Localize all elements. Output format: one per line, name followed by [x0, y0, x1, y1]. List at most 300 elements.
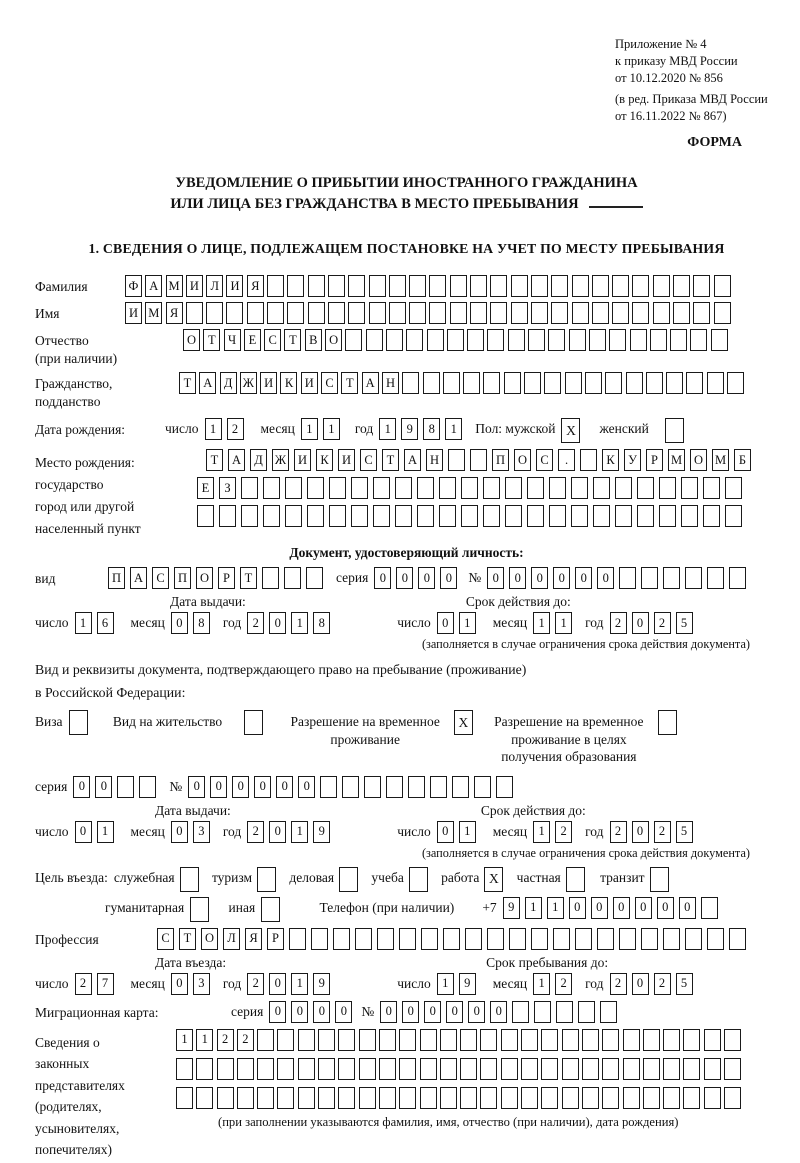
char-box[interactable]: Р: [218, 567, 235, 589]
char-box[interactable]: 2: [247, 973, 264, 995]
char-box[interactable]: 0: [313, 1001, 330, 1023]
char-box[interactable]: [623, 1058, 640, 1080]
char-box[interactable]: [612, 275, 629, 297]
char-box[interactable]: 0: [254, 776, 271, 798]
char-box[interactable]: [320, 776, 337, 798]
char-box[interactable]: [440, 1087, 457, 1109]
char-box[interactable]: [673, 275, 690, 297]
char-box[interactable]: [527, 505, 544, 527]
char-box[interactable]: 1: [205, 418, 222, 440]
char-box[interactable]: X: [561, 418, 580, 443]
char-box[interactable]: [430, 776, 447, 798]
purpose-humanitarian-checkbox[interactable]: [190, 897, 212, 922]
char-box[interactable]: 9: [503, 897, 520, 919]
char-box[interactable]: 0: [402, 1001, 419, 1023]
char-box[interactable]: О: [183, 329, 200, 351]
char-box[interactable]: Б: [734, 449, 751, 471]
char-box[interactable]: [531, 302, 548, 324]
char-box[interactable]: 0: [396, 567, 413, 589]
char-box[interactable]: [328, 302, 345, 324]
char-box[interactable]: 5: [676, 612, 693, 634]
char-box[interactable]: [480, 1087, 497, 1109]
char-box[interactable]: [571, 505, 588, 527]
char-box[interactable]: [298, 1058, 315, 1080]
char-box[interactable]: [298, 1087, 315, 1109]
char-box[interactable]: И: [260, 372, 277, 394]
birth-month-boxes[interactable]: [301, 418, 345, 440]
entry-year[interactable]: [247, 973, 335, 995]
char-box[interactable]: [307, 477, 324, 499]
char-box[interactable]: [406, 329, 423, 351]
char-box[interactable]: [512, 1001, 529, 1023]
stay-year[interactable]: [610, 973, 698, 995]
char-box[interactable]: 2: [654, 973, 671, 995]
char-box[interactable]: С: [264, 329, 281, 351]
char-box[interactable]: 9: [313, 973, 330, 995]
char-box[interactable]: Н: [382, 372, 399, 394]
char-box[interactable]: [501, 1058, 518, 1080]
char-box[interactable]: [483, 477, 500, 499]
char-box[interactable]: [450, 302, 467, 324]
doc-number-boxes[interactable]: [487, 567, 751, 589]
char-box[interactable]: [602, 1029, 619, 1051]
char-box[interactable]: Р: [646, 449, 663, 471]
char-box[interactable]: Д: [220, 372, 237, 394]
migration-series-boxes[interactable]: [269, 1001, 357, 1023]
char-box[interactable]: [196, 1087, 213, 1109]
char-box[interactable]: [534, 1001, 551, 1023]
char-box[interactable]: [439, 505, 456, 527]
char-box[interactable]: [379, 1058, 396, 1080]
char-box[interactable]: [490, 302, 507, 324]
char-box[interactable]: [593, 477, 610, 499]
residence-expiry-day[interactable]: [437, 821, 481, 843]
char-box[interactable]: .: [558, 449, 575, 471]
doc-issue-day[interactable]: [75, 612, 119, 634]
char-box[interactable]: 2: [247, 612, 264, 634]
char-box[interactable]: [643, 1087, 660, 1109]
char-box[interactable]: 9: [313, 821, 330, 843]
char-box[interactable]: [402, 372, 419, 394]
entry-month[interactable]: [171, 973, 215, 995]
char-box[interactable]: [572, 302, 589, 324]
char-box[interactable]: 0: [437, 821, 454, 843]
char-box[interactable]: [450, 275, 467, 297]
char-box[interactable]: [615, 505, 632, 527]
profession-boxes[interactable]: [157, 928, 751, 950]
char-box[interactable]: 6: [97, 612, 114, 634]
char-box[interactable]: [724, 1087, 741, 1109]
char-box[interactable]: [439, 477, 456, 499]
char-box[interactable]: [619, 928, 636, 950]
char-box[interactable]: 0: [569, 897, 586, 919]
char-box[interactable]: [505, 505, 522, 527]
char-box[interactable]: 2: [610, 612, 627, 634]
char-box[interactable]: [409, 302, 426, 324]
char-box[interactable]: [285, 477, 302, 499]
char-box[interactable]: [504, 372, 521, 394]
char-box[interactable]: [637, 477, 654, 499]
char-box[interactable]: С: [360, 449, 377, 471]
char-box[interactable]: [562, 1087, 579, 1109]
char-box[interactable]: [409, 275, 426, 297]
char-box[interactable]: [395, 505, 412, 527]
char-box[interactable]: [549, 477, 566, 499]
char-box[interactable]: 1: [291, 973, 308, 995]
char-box[interactable]: [685, 928, 702, 950]
char-box[interactable]: [287, 275, 304, 297]
char-box[interactable]: 0: [75, 821, 92, 843]
char-box[interactable]: [727, 372, 744, 394]
char-box[interactable]: Т: [341, 372, 358, 394]
char-box[interactable]: [308, 302, 325, 324]
char-box[interactable]: [641, 928, 658, 950]
char-box[interactable]: [359, 1058, 376, 1080]
char-box[interactable]: [298, 1029, 315, 1051]
char-box[interactable]: [575, 928, 592, 950]
firstname-boxes[interactable]: [125, 302, 734, 324]
char-box[interactable]: [257, 1029, 274, 1051]
char-box[interactable]: 0: [437, 612, 454, 634]
option-education-checkbox[interactable]: [658, 710, 680, 735]
char-box[interactable]: [541, 1029, 558, 1051]
char-box[interactable]: [359, 1087, 376, 1109]
char-box[interactable]: [366, 329, 383, 351]
residence-issue-day[interactable]: [75, 821, 119, 843]
doc-issue-month[interactable]: [171, 612, 215, 634]
char-box[interactable]: О: [690, 449, 707, 471]
char-box[interactable]: [333, 928, 350, 950]
citizenship-boxes[interactable]: [179, 372, 747, 394]
char-box[interactable]: [589, 329, 606, 351]
char-box[interactable]: [725, 477, 742, 499]
sex-male-checkbox[interactable]: [561, 418, 585, 443]
guardians-boxes-row3[interactable]: [176, 1087, 744, 1109]
char-box[interactable]: [308, 275, 325, 297]
char-box[interactable]: И: [294, 449, 311, 471]
char-box[interactable]: 9: [459, 973, 476, 995]
char-box[interactable]: 0: [613, 897, 630, 919]
char-box[interactable]: [501, 1029, 518, 1051]
purpose-tourism-checkbox[interactable]: [257, 867, 279, 892]
char-box[interactable]: [461, 505, 478, 527]
char-box[interactable]: [683, 1087, 700, 1109]
char-box[interactable]: [389, 275, 406, 297]
char-box[interactable]: [490, 275, 507, 297]
char-box[interactable]: 0: [73, 776, 90, 798]
doc-expiry-day[interactable]: [437, 612, 481, 634]
char-box[interactable]: Ф: [125, 275, 142, 297]
char-box[interactable]: [399, 928, 416, 950]
char-box[interactable]: 0: [188, 776, 205, 798]
sex-female-checkbox[interactable]: [665, 418, 689, 443]
char-box[interactable]: [582, 1029, 599, 1051]
char-box[interactable]: П: [108, 567, 125, 589]
char-box[interactable]: [186, 302, 203, 324]
char-box[interactable]: Т: [179, 372, 196, 394]
char-box[interactable]: 2: [227, 418, 244, 440]
char-box[interactable]: 0: [298, 776, 315, 798]
char-box[interactable]: [289, 928, 306, 950]
char-box[interactable]: [247, 302, 264, 324]
char-box[interactable]: Р: [267, 928, 284, 950]
char-box[interactable]: [190, 897, 209, 922]
char-box[interactable]: [427, 329, 444, 351]
char-box[interactable]: 2: [217, 1029, 234, 1051]
char-box[interactable]: [217, 1058, 234, 1080]
char-box[interactable]: [421, 928, 438, 950]
char-box[interactable]: [338, 1087, 355, 1109]
char-box[interactable]: [176, 1058, 193, 1080]
purpose-other-checkbox[interactable]: [261, 897, 283, 922]
char-box[interactable]: [615, 477, 632, 499]
char-box[interactable]: [217, 1087, 234, 1109]
char-box[interactable]: [496, 776, 513, 798]
char-box[interactable]: [707, 567, 724, 589]
char-box[interactable]: [219, 505, 236, 527]
char-box[interactable]: [572, 275, 589, 297]
char-box[interactable]: 7: [97, 973, 114, 995]
guardians-boxes-row1[interactable]: [176, 1029, 744, 1051]
char-box[interactable]: [630, 329, 647, 351]
char-box[interactable]: [480, 1029, 497, 1051]
char-box[interactable]: [318, 1087, 335, 1109]
char-box[interactable]: [474, 776, 491, 798]
char-box[interactable]: [470, 302, 487, 324]
char-box[interactable]: 0: [632, 821, 649, 843]
char-box[interactable]: X: [484, 867, 503, 892]
char-box[interactable]: [686, 372, 703, 394]
char-box[interactable]: [724, 1029, 741, 1051]
char-box[interactable]: [196, 1058, 213, 1080]
char-box[interactable]: 0: [380, 1001, 397, 1023]
char-box[interactable]: 0: [531, 567, 548, 589]
char-box[interactable]: [267, 302, 284, 324]
char-box[interactable]: 0: [635, 897, 652, 919]
char-box[interactable]: [553, 928, 570, 950]
char-box[interactable]: [345, 329, 362, 351]
char-box[interactable]: [487, 928, 504, 950]
char-box[interactable]: [447, 329, 464, 351]
char-box[interactable]: И: [125, 302, 142, 324]
char-box[interactable]: 2: [555, 821, 572, 843]
char-box[interactable]: [714, 302, 731, 324]
char-box[interactable]: О: [201, 928, 218, 950]
doc-series-boxes[interactable]: [374, 567, 462, 589]
char-box[interactable]: Т: [179, 928, 196, 950]
char-box[interactable]: 0: [509, 567, 526, 589]
char-box[interactable]: [663, 1029, 680, 1051]
char-box[interactable]: [659, 505, 676, 527]
char-box[interactable]: [306, 567, 323, 589]
char-box[interactable]: С: [152, 567, 169, 589]
char-box[interactable]: [487, 329, 504, 351]
char-box[interactable]: [693, 302, 710, 324]
char-box[interactable]: [641, 567, 658, 589]
char-box[interactable]: [460, 1029, 477, 1051]
residence-issue-year[interactable]: [247, 821, 335, 843]
char-box[interactable]: [578, 1001, 595, 1023]
char-box[interactable]: [417, 477, 434, 499]
char-box[interactable]: Л: [223, 928, 240, 950]
char-box[interactable]: Ж: [240, 372, 257, 394]
char-box[interactable]: 1: [196, 1029, 213, 1051]
char-box[interactable]: [262, 567, 279, 589]
char-box[interactable]: [465, 928, 482, 950]
char-box[interactable]: 1: [379, 418, 396, 440]
char-box[interactable]: [704, 1058, 721, 1080]
char-box[interactable]: С: [157, 928, 174, 950]
char-box[interactable]: [509, 928, 526, 950]
char-box[interactable]: Т: [240, 567, 257, 589]
char-box[interactable]: М: [712, 449, 729, 471]
char-box[interactable]: [257, 867, 276, 892]
char-box[interactable]: [364, 776, 381, 798]
char-box[interactable]: П: [174, 567, 191, 589]
char-box[interactable]: 2: [237, 1029, 254, 1051]
char-box[interactable]: [541, 1087, 558, 1109]
char-box[interactable]: [351, 505, 368, 527]
birth-place-boxes-row2[interactable]: [197, 477, 756, 499]
char-box[interactable]: [663, 1087, 680, 1109]
char-box[interactable]: Т: [206, 449, 223, 471]
char-box[interactable]: 1: [291, 612, 308, 634]
char-box[interactable]: [508, 329, 525, 351]
char-box[interactable]: [600, 1001, 617, 1023]
char-box[interactable]: [556, 1001, 573, 1023]
char-box[interactable]: [463, 372, 480, 394]
char-box[interactable]: [665, 418, 684, 443]
char-box[interactable]: 3: [193, 973, 210, 995]
char-box[interactable]: 9: [401, 418, 418, 440]
char-box[interactable]: 0: [269, 973, 286, 995]
char-box[interactable]: А: [199, 372, 216, 394]
char-box[interactable]: [531, 928, 548, 950]
char-box[interactable]: 2: [247, 821, 264, 843]
char-box[interactable]: [241, 477, 258, 499]
char-box[interactable]: 2: [610, 973, 627, 995]
char-box[interactable]: 0: [632, 612, 649, 634]
char-box[interactable]: 1: [75, 612, 92, 634]
char-box[interactable]: [287, 302, 304, 324]
char-box[interactable]: [267, 275, 284, 297]
char-box[interactable]: К: [316, 449, 333, 471]
char-box[interactable]: М: [668, 449, 685, 471]
char-box[interactable]: С: [536, 449, 553, 471]
char-box[interactable]: [597, 928, 614, 950]
char-box[interactable]: [582, 1058, 599, 1080]
char-box[interactable]: [348, 275, 365, 297]
guardians-boxes-row2[interactable]: [176, 1058, 744, 1080]
char-box[interactable]: 2: [555, 973, 572, 995]
doc-type-boxes[interactable]: [108, 567, 328, 589]
char-box[interactable]: [729, 567, 746, 589]
char-box[interactable]: [460, 1087, 477, 1109]
char-box[interactable]: [592, 275, 609, 297]
purpose-study-checkbox[interactable]: [409, 867, 431, 892]
char-box[interactable]: [637, 505, 654, 527]
purpose-transit-checkbox[interactable]: [650, 867, 672, 892]
char-box[interactable]: [257, 1058, 274, 1080]
char-box[interactable]: [683, 1029, 700, 1051]
char-box[interactable]: [399, 1029, 416, 1051]
char-box[interactable]: 0: [575, 567, 592, 589]
char-box[interactable]: [704, 1029, 721, 1051]
char-box[interactable]: 1: [97, 821, 114, 843]
char-box[interactable]: [703, 477, 720, 499]
char-box[interactable]: [663, 567, 680, 589]
char-box[interactable]: [420, 1058, 437, 1080]
char-box[interactable]: 2: [654, 821, 671, 843]
char-box[interactable]: [241, 505, 258, 527]
char-box[interactable]: [69, 710, 88, 735]
char-box[interactable]: [311, 928, 328, 950]
char-box[interactable]: [389, 302, 406, 324]
char-box[interactable]: [399, 1087, 416, 1109]
char-box[interactable]: [285, 505, 302, 527]
char-box[interactable]: [531, 275, 548, 297]
char-box[interactable]: [663, 928, 680, 950]
residence-series-boxes[interactable]: [73, 776, 161, 798]
char-box[interactable]: [139, 776, 156, 798]
phone-boxes[interactable]: [503, 897, 723, 919]
char-box[interactable]: [460, 1058, 477, 1080]
char-box[interactable]: [226, 302, 243, 324]
purpose-business-checkbox[interactable]: [339, 867, 361, 892]
doc-expiry-year[interactable]: [610, 612, 698, 634]
char-box[interactable]: В: [305, 329, 322, 351]
char-box[interactable]: 2: [654, 612, 671, 634]
char-box[interactable]: 8: [313, 612, 330, 634]
char-box[interactable]: [605, 372, 622, 394]
residence-issue-month[interactable]: [171, 821, 215, 843]
char-box[interactable]: [521, 1087, 538, 1109]
residence-expiry-year[interactable]: [610, 821, 698, 843]
char-box[interactable]: [420, 1029, 437, 1051]
char-box[interactable]: 0: [276, 776, 293, 798]
char-box[interactable]: [263, 477, 280, 499]
char-box[interactable]: [663, 1058, 680, 1080]
char-box[interactable]: 0: [269, 821, 286, 843]
char-box[interactable]: [683, 1058, 700, 1080]
char-box[interactable]: [176, 1087, 193, 1109]
char-box[interactable]: [602, 1058, 619, 1080]
residence-number-boxes[interactable]: [188, 776, 518, 798]
char-box[interactable]: [470, 275, 487, 297]
char-box[interactable]: 0: [95, 776, 112, 798]
char-box[interactable]: [666, 372, 683, 394]
stay-day[interactable]: [437, 973, 481, 995]
surname-boxes[interactable]: [125, 275, 734, 297]
char-box[interactable]: 0: [487, 567, 504, 589]
char-box[interactable]: Ч: [224, 329, 241, 351]
char-box[interactable]: 1: [437, 973, 454, 995]
char-box[interactable]: А: [404, 449, 421, 471]
char-box[interactable]: [681, 477, 698, 499]
doc-issue-year[interactable]: [247, 612, 335, 634]
char-box[interactable]: [593, 505, 610, 527]
char-box[interactable]: [429, 275, 446, 297]
char-box[interactable]: [452, 776, 469, 798]
char-box[interactable]: [501, 1087, 518, 1109]
char-box[interactable]: [548, 329, 565, 351]
char-box[interactable]: [685, 567, 702, 589]
char-box[interactable]: [237, 1058, 254, 1080]
char-box[interactable]: 0: [269, 1001, 286, 1023]
char-box[interactable]: [632, 275, 649, 297]
char-box[interactable]: [658, 710, 677, 735]
char-box[interactable]: [566, 867, 585, 892]
